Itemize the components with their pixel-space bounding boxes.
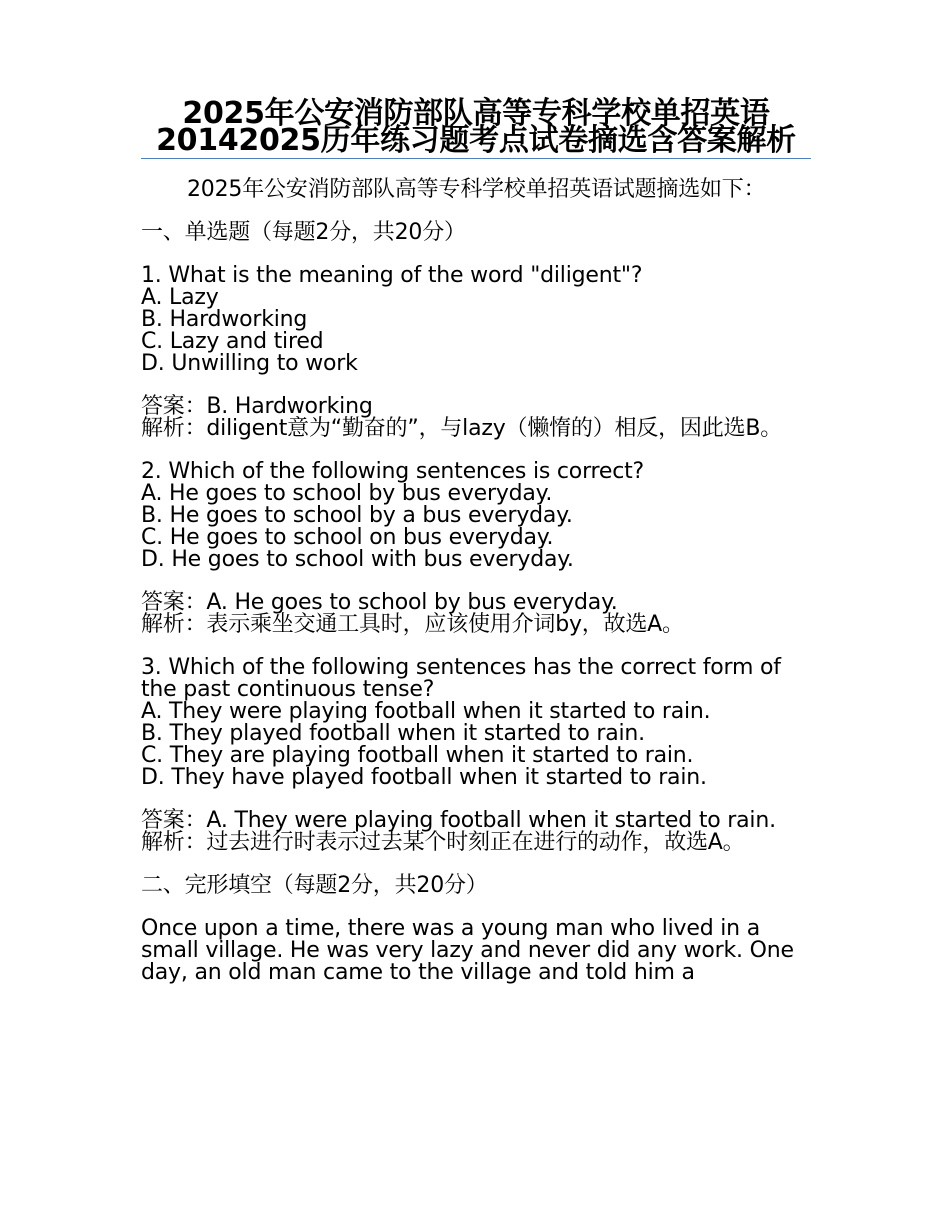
question-text: 3. Which of the following sentences has the correct form of the past continuous tense? (141, 655, 781, 702)
option-a: A. Lazy (141, 285, 219, 310)
option-b: B. Hardworking (141, 307, 308, 332)
intro-paragraph: 2025年公安消防部队高等专科学校单招英语试题摘选如下： (187, 177, 766, 202)
answer-block-3 (141, 810, 811, 854)
question-block-1 (141, 265, 811, 375)
question-text: 2. Which of the following sentences is correct? (141, 459, 645, 484)
option-a: A. They were playing football when it started to rain. (141, 699, 711, 724)
explanation-text: 解析：diligent意为“勤奋的”，与lazy（懒惰的）相反，因此选B。 (141, 416, 783, 441)
answer-text: 答案：B. Hardworking (141, 394, 373, 419)
answer-text: 答案：A. He goes to school by bus everyday. (141, 590, 618, 615)
section-heading-single-choice: 一、单选题（每题2分，共20分） (141, 220, 466, 245)
question-block-3 (141, 657, 811, 789)
explanation-text: 解析：表示乘坐交通工具时，应该使用介词by，故选A。 (141, 612, 684, 637)
option-c: C. They are playing football when it started to rain. (141, 743, 694, 768)
explanation-text: 解析：过去进行时表示过去某个时刻正在进行的动作，故选A。 (141, 830, 745, 855)
answer-block-2 (141, 592, 811, 636)
question-block-2 (141, 461, 811, 571)
option-c: C. Lazy and tired (141, 329, 324, 354)
option-d: D. They have played football when it started to rain. (141, 765, 707, 790)
option-d: D. He goes to school with bus everyday. (141, 547, 574, 572)
option-d: D. Unwilling to work (141, 351, 358, 376)
answer-block-1 (141, 396, 811, 440)
section-heading-cloze: 二、完形填空（每题2分，共20分） (141, 873, 488, 898)
title-underline (141, 158, 811, 159)
option-b: B. They played football when it started to rain. (141, 721, 645, 746)
document-page (141, 96, 811, 1005)
document-title: 2025年公安消防部队高等专科学校单招英语20142025历年练习题考点试卷摘选含答案解析 (156, 96, 796, 158)
option-c: C. He goes to school on bus everyday. (141, 525, 554, 550)
option-b: B. He goes to school by a bus everyday. (141, 503, 573, 528)
question-text: 1. What is the meaning of the word "diligent"? (141, 263, 643, 288)
option-a: A. He goes to school by bus everyday. (141, 481, 553, 506)
cloze-passage: Once upon a time, there was a young man who lived in a small village. He was very lazy and never did any work. One day, an old man came to the village and told him a (141, 916, 794, 985)
answer-text: 答案：A. They were playing football when it started to rain. (141, 808, 776, 833)
